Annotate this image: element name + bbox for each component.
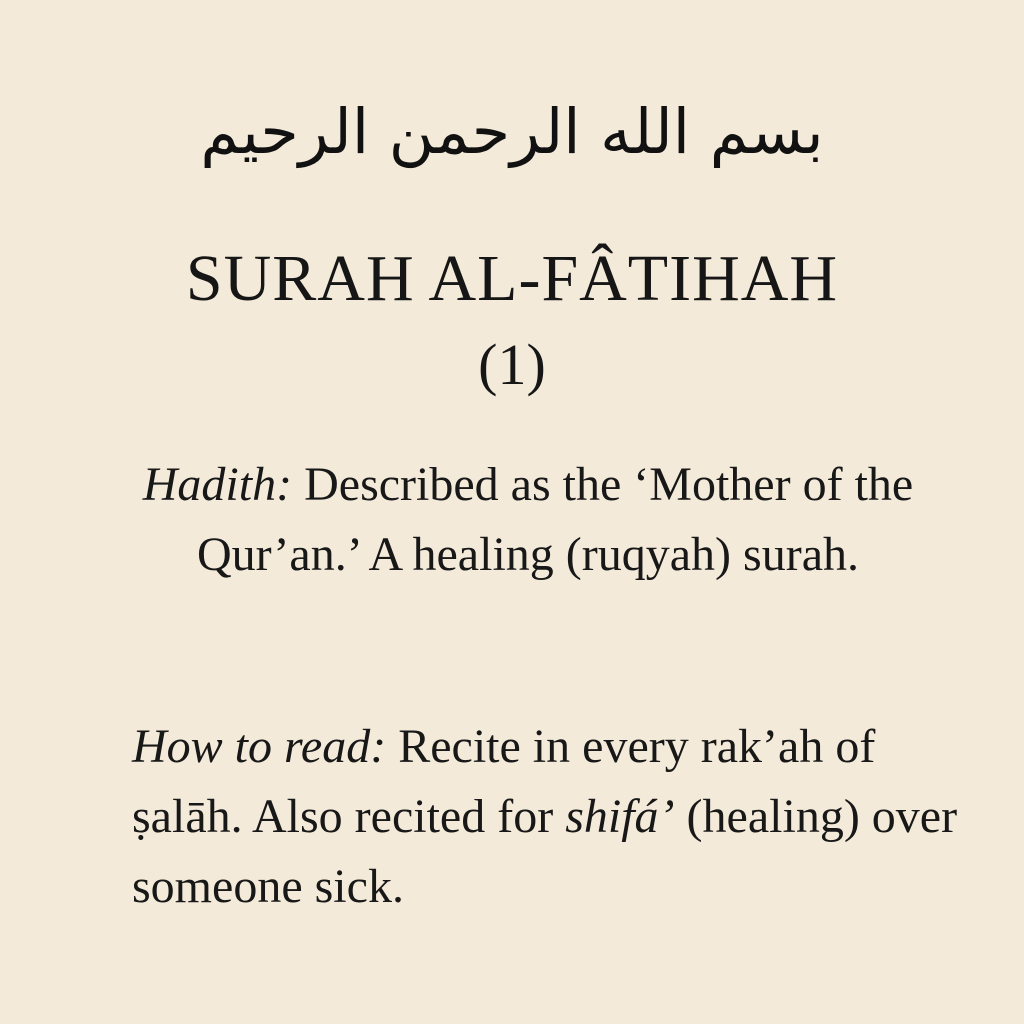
- how-to-read-text-after: (healing) over someone sick.: [132, 790, 958, 913]
- bismillah-calligraphy: بسم الله الرحمن الرحيم: [200, 95, 824, 168]
- surah-number: (1): [478, 332, 546, 397]
- how-to-read-emphasis: shifá’: [565, 790, 675, 843]
- page-title: SURAH AL-FÂTIHAH: [185, 242, 839, 315]
- how-to-read-text-before: Recite in every rak’ah of ṣalāh. Also recited for: [132, 720, 876, 843]
- hadith-text: Described as the ‘Mother of the Qur’an.’ A healing (ruqyah) surah.: [196, 458, 914, 581]
- hadith-description: [118, 450, 938, 590]
- how-to-read-label: How to read:: [132, 720, 387, 773]
- how-to-read-description: [132, 712, 982, 922]
- hadith-label: Hadith:: [142, 458, 293, 511]
